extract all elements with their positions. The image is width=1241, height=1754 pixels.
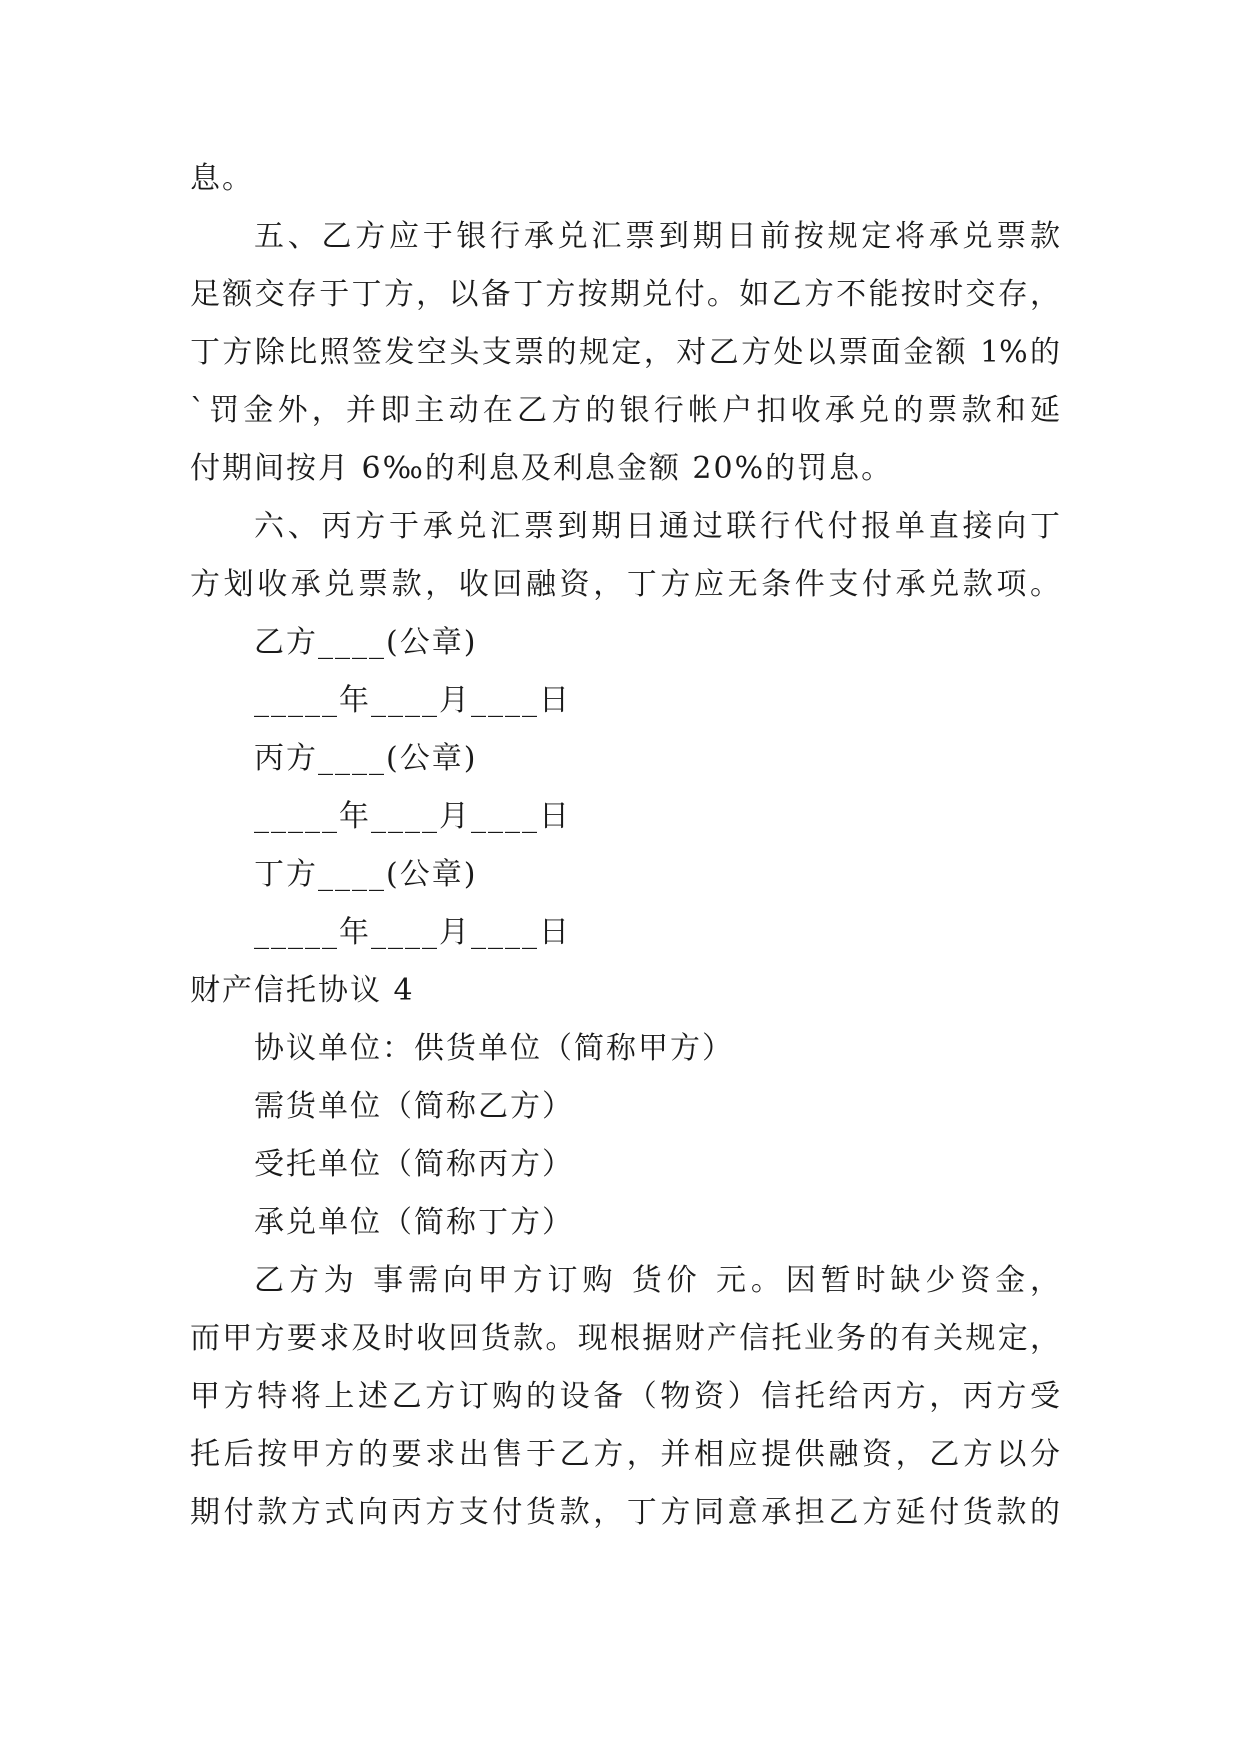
document-line: 足额交存于丁方，以备丁方按期兑付。如乙方不能按时交存， [190, 277, 1060, 312]
document-line: 托后按甲方的要求出售于乙方，并相应提供融资，乙方以分 [190, 1437, 1060, 1472]
document-line: 丙方____(公章) [254, 741, 478, 776]
document-line: 丁方____(公章) [254, 857, 478, 892]
document-line: 息。 [190, 161, 254, 196]
document-line: 而甲方要求及时收回货款。现根据财产信托业务的有关规定， [190, 1321, 1060, 1356]
document-line: 五、乙方应于银行承兑汇票到期日前按规定将承兑票款 [254, 219, 1060, 254]
document-page [190, 150, 1060, 1542]
document-line: _____年____月____日 [254, 915, 571, 950]
document-line: 期付款方式向丙方支付货款，丁方同意承担乙方延付货款的 [190, 1495, 1060, 1530]
document-line: 财产信托协议 4 [190, 973, 415, 1008]
document-line: `罚金外，并即主动在乙方的银行帐户扣收承兑的票款和延 [190, 393, 1060, 428]
document-line: 受托单位（简称丙方） [254, 1147, 574, 1182]
document-line: 协议单位：供货单位（简称甲方） [254, 1031, 734, 1066]
document-line: 乙方为 事需向甲方订购 货价 元。因暂时缺少资金， [254, 1263, 1060, 1298]
document-line: 付期间按月 6‰的利息及利息金额 20%的罚息。 [190, 451, 894, 486]
document-line: 乙方____(公章) [254, 625, 478, 660]
document-line: 需货单位（简称乙方） [254, 1089, 574, 1124]
document-line: 方划收承兑票款，收回融资，丁方应无条件支付承兑款项。 [190, 567, 1060, 602]
document-line: 丁方除比照签发空头支票的规定，对乙方处以票面金额 1%的 [190, 335, 1060, 370]
document-line: 甲方特将上述乙方订购的设备（物资）信托给丙方，丙方受 [190, 1379, 1060, 1414]
document-line: 六、丙方于承兑汇票到期日通过联行代付报单直接向丁 [254, 509, 1060, 544]
document-line: _____年____月____日 [254, 683, 571, 718]
document-line: 承兑单位（简称丁方） [254, 1205, 574, 1240]
document-line: _____年____月____日 [254, 799, 571, 834]
